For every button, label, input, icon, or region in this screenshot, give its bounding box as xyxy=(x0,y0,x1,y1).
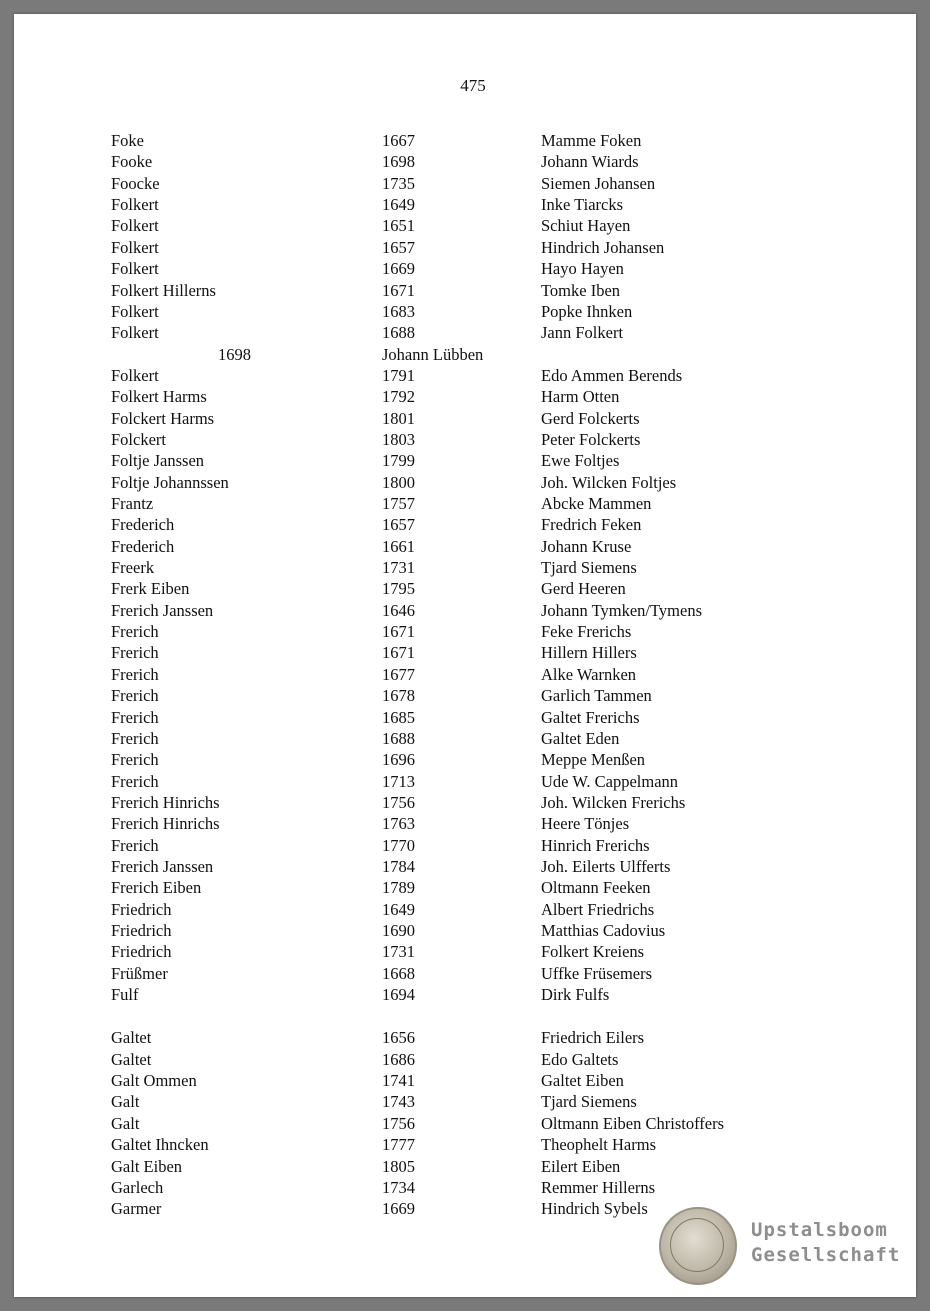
list-item xyxy=(14,621,916,642)
year: 1763 xyxy=(382,814,415,834)
year: 1649 xyxy=(382,195,415,215)
given-name: Folkert xyxy=(111,323,159,343)
given-name: Folckert Harms xyxy=(111,408,215,428)
list-item xyxy=(14,151,916,172)
related-name: Galtet Frerichs xyxy=(541,707,640,727)
related-name: Joh. Wilcken Foltjes xyxy=(541,472,677,492)
given-name: Frerich Hinrichs xyxy=(111,814,220,834)
given-name: Folkert Hillerns xyxy=(111,280,216,300)
related-name: Hinrich Frerichs xyxy=(541,835,650,855)
list-item xyxy=(14,386,916,407)
related-name: Joh. Eilerts Ulfferts xyxy=(541,856,671,876)
related-name: Ewe Foltjes xyxy=(541,451,620,471)
related-name: Theophelt Harms xyxy=(541,1135,657,1155)
related-name: Harm Otten xyxy=(541,387,620,407)
given-name: Garmer xyxy=(111,1199,162,1219)
year: 1671 xyxy=(382,280,415,300)
given-name: Frerk Eiben xyxy=(111,579,190,599)
related-name: Hayo Hayen xyxy=(541,259,624,279)
year: 1801 xyxy=(382,408,415,428)
given-name: Friedrich xyxy=(111,921,172,940)
year: 1671 xyxy=(382,643,415,663)
list-item xyxy=(14,194,916,215)
list-item xyxy=(14,450,916,471)
related-name: Gerd Heeren xyxy=(541,579,626,599)
list-item xyxy=(14,1156,916,1177)
year: 1731 xyxy=(382,942,415,962)
related-name: Tjard Siemens xyxy=(541,558,637,577)
related-name: Mamme Foken xyxy=(541,131,642,150)
year: 1686 xyxy=(382,1049,415,1069)
given-name: Foocke xyxy=(111,173,160,193)
related-name: Matthias Cadovius xyxy=(541,921,666,940)
logo-line-1: Upstalsboom xyxy=(751,1219,888,1241)
year: 1671 xyxy=(382,622,415,641)
given-name: Frederich xyxy=(111,515,175,535)
list-item xyxy=(14,493,916,514)
year: 1777 xyxy=(382,1135,415,1155)
year: 1791 xyxy=(382,365,415,385)
list-item xyxy=(14,856,916,877)
related-name: Folkert Kreiens xyxy=(541,942,645,962)
list-item xyxy=(14,130,916,151)
year: 1805 xyxy=(382,1156,415,1176)
year: 1646 xyxy=(382,600,415,620)
given-name: Fulf xyxy=(111,985,139,1004)
related-name: Remmer Hillerns xyxy=(541,1177,656,1197)
list-item xyxy=(14,728,916,749)
related-name: Meppe Menßen xyxy=(541,750,646,770)
given-name: Folkert xyxy=(111,259,159,279)
related-name: Oltmann Eiben Christoffers xyxy=(541,1113,724,1133)
year: 1735 xyxy=(382,173,415,193)
year: 1789 xyxy=(382,878,415,898)
year: 1770 xyxy=(382,835,415,855)
given-name: Folkert Harms xyxy=(111,387,207,407)
year: 1696 xyxy=(382,750,415,770)
related-name: Oltmann Feeken xyxy=(541,878,651,898)
list-item xyxy=(14,514,916,535)
year: 1799 xyxy=(382,451,415,471)
related-name: Siemen Johansen xyxy=(541,173,656,193)
list-item xyxy=(14,749,916,770)
list-item xyxy=(14,215,916,236)
year: 1669 xyxy=(382,259,415,279)
year: 1792 xyxy=(382,387,415,407)
year: 1649 xyxy=(382,899,415,919)
given-name: Frerich Hinrichs xyxy=(111,792,220,812)
year: 1784 xyxy=(382,856,415,876)
related-name: Tjard Siemens xyxy=(541,1092,637,1112)
given-name: Frerich xyxy=(111,771,159,791)
related-name: Dirk Fulfs xyxy=(541,985,610,1004)
related-name: Heere Tönjes xyxy=(541,814,630,834)
given-name: Foltje Janssen xyxy=(111,451,205,471)
given-name: Galt xyxy=(111,1092,140,1112)
list-item xyxy=(14,835,916,856)
given-name: Galtet Ihncken xyxy=(111,1135,209,1155)
year: 1668 xyxy=(382,963,415,983)
year: Johann Lübben xyxy=(382,344,484,364)
given-name: Frerich xyxy=(111,643,159,663)
given-name: Galtet xyxy=(111,1049,152,1069)
given-name: Frederich xyxy=(111,536,175,556)
given-name: Frerich Eiben xyxy=(111,878,202,898)
year: 1756 xyxy=(382,1113,415,1133)
list-item xyxy=(14,707,916,728)
year: 1678 xyxy=(382,686,415,706)
given-name: Foltje Johannssen xyxy=(111,472,229,492)
year: 1803 xyxy=(382,429,415,449)
list-item xyxy=(14,344,916,365)
related-name: Hindrich Sybels xyxy=(541,1199,648,1219)
related-name: Eilert Eiben xyxy=(541,1156,621,1176)
list-item xyxy=(14,365,916,386)
given-name: Galtet xyxy=(111,1028,152,1048)
year: 1657 xyxy=(382,237,415,257)
list-item xyxy=(14,920,916,941)
given-name: Folkert xyxy=(111,237,159,257)
list-item xyxy=(14,1134,916,1155)
year: 1795 xyxy=(382,579,415,599)
related-name: Feke Frerichs xyxy=(541,622,632,641)
list-item xyxy=(14,237,916,258)
given-name: Frerich xyxy=(111,686,159,706)
given-name: Frerich xyxy=(111,835,159,855)
related-name: Johann Kruse xyxy=(541,536,632,556)
list-item xyxy=(14,301,916,322)
list-item xyxy=(14,642,916,663)
related-name: Alke Warnken xyxy=(541,664,637,684)
given-name: Folkert xyxy=(111,195,159,215)
related-name: Edo Ammen Berends xyxy=(541,365,683,385)
related-name: Fredrich Feken xyxy=(541,515,642,535)
year: 1690 xyxy=(382,921,415,940)
year: 1688 xyxy=(382,728,415,748)
related-name: Abcke Mammen xyxy=(541,494,652,513)
year: 1656 xyxy=(382,1028,415,1048)
related-name: Johann Wiards xyxy=(541,152,639,172)
given-name: Folkert xyxy=(111,301,159,321)
year: 1734 xyxy=(382,1177,415,1197)
year: 1741 xyxy=(382,1071,415,1091)
given-name: Folkert xyxy=(111,365,159,385)
year: 1694 xyxy=(382,985,415,1004)
list-item xyxy=(14,984,916,1005)
related-name: Schiut Hayen xyxy=(541,216,631,236)
related-name: Jann Folkert xyxy=(541,323,624,343)
list-item xyxy=(14,792,916,813)
list-item xyxy=(14,536,916,557)
given-name: Frerich Janssen xyxy=(111,856,214,876)
year: 1683 xyxy=(382,301,415,321)
year: 1677 xyxy=(382,664,415,684)
seal-icon xyxy=(659,1207,737,1285)
related-name: Joh. Wilcken Frerichs xyxy=(541,792,686,812)
list-item xyxy=(14,600,916,621)
year: 1713 xyxy=(382,771,415,791)
related-name: Galtet Eiben xyxy=(541,1071,624,1091)
related-name: Garlich Tammen xyxy=(541,686,652,706)
year: 1698 xyxy=(382,152,415,172)
given-name: Galt xyxy=(111,1113,140,1133)
given-name: Folckert xyxy=(111,429,166,449)
given-name: Frerich xyxy=(111,664,159,684)
logo-line-2: Gesellschaft xyxy=(751,1244,901,1266)
given-name: Frerich xyxy=(111,750,159,770)
related-name: Peter Folckerts xyxy=(541,429,641,449)
year: 1651 xyxy=(382,216,415,236)
list-item xyxy=(14,685,916,706)
given-name: Garlech xyxy=(111,1177,164,1197)
related-name: Gerd Folckerts xyxy=(541,408,640,428)
year: 1661 xyxy=(382,536,415,556)
given-name: Frerich xyxy=(111,707,159,727)
related-name: Inke Tiarcks xyxy=(541,195,624,215)
list-item xyxy=(14,429,916,450)
related-name: Hillern Hillers xyxy=(541,643,637,663)
related-name: Galtet Eden xyxy=(541,728,620,748)
document-page xyxy=(14,14,916,1297)
given-name: Frantz xyxy=(111,494,154,513)
list-item xyxy=(14,963,916,984)
list-item xyxy=(14,557,916,578)
related-name: Hindrich Johansen xyxy=(541,237,665,257)
given-name: Frerich xyxy=(111,728,159,748)
given-name: Fooke xyxy=(111,152,153,172)
year: 1800 xyxy=(382,472,415,492)
list-item xyxy=(14,941,916,962)
list-item xyxy=(14,258,916,279)
list-item xyxy=(14,1049,916,1070)
list-item xyxy=(14,280,916,301)
related-name: Ude W. Cappelmann xyxy=(541,771,679,791)
related-name: Friedrich Eilers xyxy=(541,1028,645,1048)
list-item xyxy=(14,578,916,599)
year: 1756 xyxy=(382,792,415,812)
related-name: Edo Galtets xyxy=(541,1049,619,1069)
list-item xyxy=(14,771,916,792)
list-item xyxy=(14,408,916,429)
year: 1669 xyxy=(382,1199,415,1219)
related-name: Popke Ihnken xyxy=(541,301,633,321)
year: 1667 xyxy=(382,131,415,150)
year: 1731 xyxy=(382,558,415,577)
given-name: Friedrich xyxy=(111,899,172,919)
given-name: Foke xyxy=(111,131,144,150)
given-name: Frerich Janssen xyxy=(111,600,214,620)
list-item xyxy=(14,1091,916,1112)
related-name: Johann Tymken/Tymens xyxy=(541,600,702,620)
list-item xyxy=(14,1070,916,1091)
given-name: Galt Ommen xyxy=(111,1071,197,1091)
list-item xyxy=(14,1113,916,1134)
society-logo xyxy=(659,1207,909,1285)
given-name: 1698 xyxy=(218,344,251,364)
year: 1657 xyxy=(382,515,415,535)
year: 1757 xyxy=(382,494,415,513)
given-name: Friedrich xyxy=(111,942,172,962)
list-item xyxy=(14,664,916,685)
list-item xyxy=(14,472,916,493)
given-name: Galt Eiben xyxy=(111,1156,183,1176)
related-name: Tomke Iben xyxy=(541,280,621,300)
year: 1685 xyxy=(382,707,415,727)
given-name: Freerk xyxy=(111,558,155,577)
page-number: 475 xyxy=(460,76,486,95)
list-item xyxy=(14,877,916,898)
list-item xyxy=(14,322,916,343)
year: 1688 xyxy=(382,323,415,343)
list-item xyxy=(14,899,916,920)
given-name: Folkert xyxy=(111,216,159,236)
year: 1743 xyxy=(382,1092,415,1112)
given-name: Frerich xyxy=(111,622,159,641)
given-name: Früßmer xyxy=(111,963,168,983)
related-name: Albert Friedrichs xyxy=(541,899,655,919)
related-name: Uffke Früsemers xyxy=(541,963,653,983)
list-item xyxy=(14,173,916,194)
list-item xyxy=(14,1177,916,1198)
list-item xyxy=(14,813,916,834)
list-item xyxy=(14,1027,916,1048)
